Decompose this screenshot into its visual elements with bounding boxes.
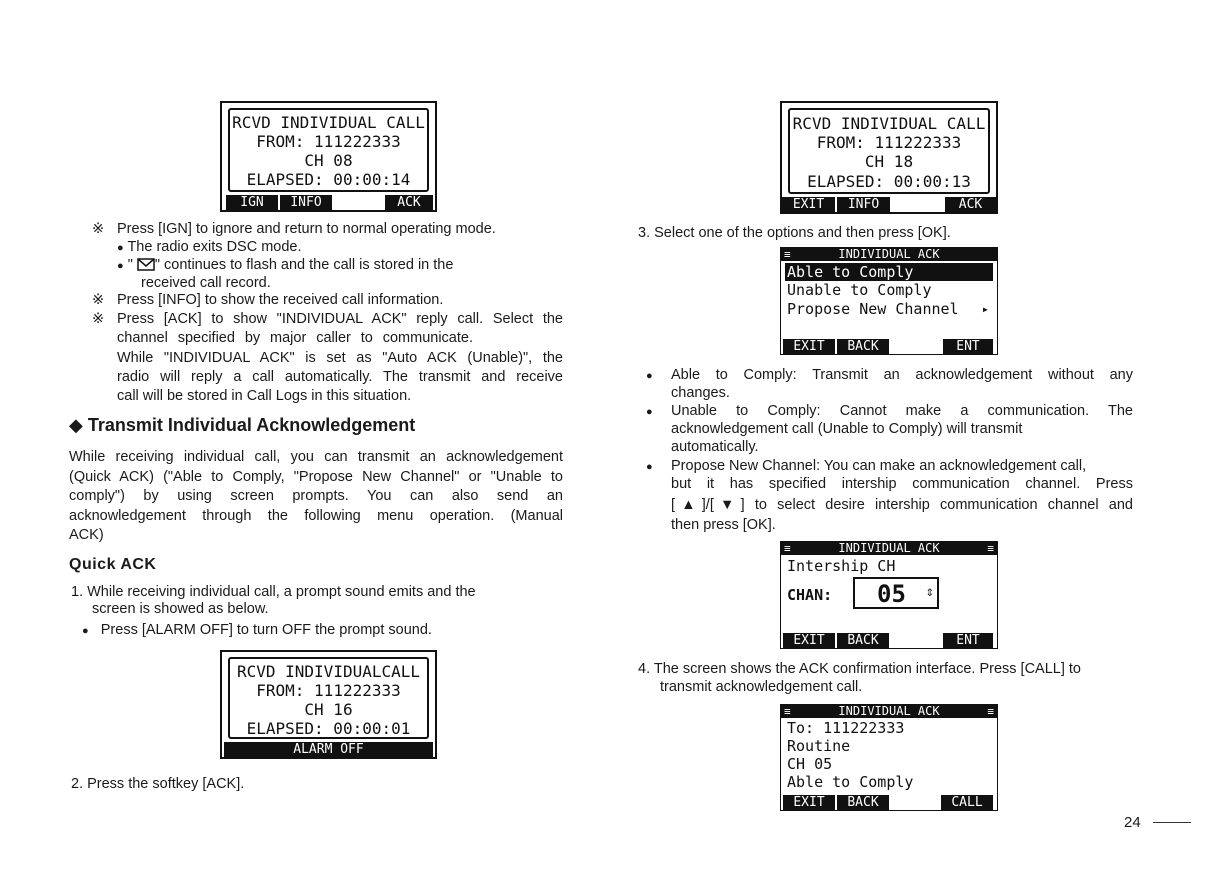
step-2: 2. Press the softkey [ACK]. (71, 776, 245, 792)
bullet-propose-cont: but it has specified intership communication channel. Press (671, 476, 1133, 492)
softkey-exit: EXIT (782, 197, 835, 212)
bullet-propose-cont: then press [OK]. (671, 517, 776, 533)
note-ign: Press [IGN] to ignore and return to normal operating mode. (117, 221, 496, 237)
softkey-ack: ACK (385, 195, 433, 210)
note-ack-line: While "INDIVIDUAL ACK" is set as "Auto ACK (Unable)", the (117, 350, 563, 366)
intership-label: Intership CH (787, 557, 896, 575)
lcd-line: RCVD INDIVIDUAL CALL (792, 114, 986, 133)
menu-icon: ≡ (784, 705, 791, 718)
confirm-line: CH 05 (787, 755, 833, 773)
softkey-ign: IGN (226, 195, 278, 210)
bullet-item: ● Press [ALARM OFF] to turn OFF the prompt sound. (82, 622, 432, 638)
bullet-item: ● " " continues to flash and the call is stored in the (117, 257, 454, 273)
lcd-line: ELAPSED: 00:00:14 (246, 170, 411, 189)
lcd-frame (228, 108, 429, 192)
lcd-line: CH 08 (304, 151, 353, 170)
chan-value: 05 (877, 580, 906, 608)
lcd-line: ELAPSED: 00:00:01 (246, 719, 411, 738)
softkey-back: BACK (837, 633, 889, 648)
chan-label: CHAN: (787, 586, 833, 604)
page-number: 24 (1124, 814, 1141, 831)
paragraph-line: ACK) (69, 527, 104, 543)
softkey-exit: EXIT (783, 339, 835, 354)
note-mark: ※ (92, 221, 105, 237)
bullet-able-cont: changes. (671, 385, 730, 401)
paragraph-line: (Quick ACK) ("Able to Comply, "Propose New Channel" or "Unable to (69, 469, 563, 485)
lcd-line: CH 18 (864, 152, 914, 171)
menu-header: ≡ INDIVIDUAL ACK ≡ (781, 542, 997, 555)
lcd-line: CH 16 (304, 700, 353, 719)
bullet-propose-cont: [▲]/[▼] to select desire intership communication channel and (671, 497, 1133, 513)
section-heading: ◆ Transmit Individual Acknowledgement (69, 415, 416, 435)
chan-stepper (853, 577, 939, 609)
bullet-unable-cont: acknowledgement call (Unable to Comply) will transmit (671, 421, 1023, 437)
lcd-menu-individual-ack (780, 247, 998, 355)
note-mark: ※ (92, 311, 105, 327)
lcd-menu-ack-confirm (780, 704, 998, 811)
bullet-propose: Propose New Channel: You can make an acknowledgement call, (671, 458, 1087, 474)
softkey-call: CALL (941, 795, 993, 810)
lcd-screen-rcvd-call-ch16 (220, 650, 437, 759)
lcd-line: ELAPSED: 00:00:13 (807, 172, 971, 191)
lcd-line: RCVD INDIVIDUALCALL (236, 662, 421, 681)
softkey-info: INFO (837, 197, 890, 212)
softkey-info: INFO (280, 195, 332, 210)
lcd-frame (228, 657, 429, 739)
confirm-line: Routine (787, 737, 851, 755)
note-ack-line: Press [ACK] to show "INDIVIDUAL ACK" reply call. Select the (117, 311, 563, 327)
bullet-able: Able to Comply: Transmit an acknowledgement without any (671, 367, 1133, 383)
subheading-quick-ack: Quick ACK (69, 556, 157, 573)
paragraph-line: acknowledgement through the following menu operation. (Manual (69, 508, 563, 524)
menu-item-unable-to-comply: Unable to Comply (787, 281, 932, 299)
menu-header: ≡ INDIVIDUAL ACK ≡ (781, 705, 997, 718)
page-rule (1153, 822, 1191, 823)
bullet-item: ● The radio exits DSC mode. (117, 239, 302, 255)
note-ack-line: call will be stored in Call Logs in this situation. (117, 388, 412, 404)
bullet-unable: Unable to Comply: Cannot make a communication. The (671, 403, 1133, 419)
bullet-unable-cont: automatically. (671, 439, 759, 455)
menu-icon: ≡ (987, 705, 994, 718)
menu-icon: ≡ (784, 248, 791, 261)
softkey-ent: ENT (943, 633, 993, 648)
menu-item-propose-new-channel: Propose New Channel ▸ (787, 300, 989, 318)
note-mark: ※ (92, 292, 105, 308)
lcd-line: RCVD INDIVIDUAL CALL (232, 113, 425, 132)
note-info: Press [INFO] to show the received call information. (117, 292, 444, 308)
lcd-screen-rcvd-call-ch18 (780, 101, 998, 214)
softkey-exit: EXIT (783, 633, 835, 648)
lcd-line: FROM: 111222333 (256, 132, 401, 151)
lcd-line: FROM: 111222333 (816, 133, 962, 152)
step-1: 1. While receiving individual call, a prompt sound emits and the (71, 584, 476, 600)
softkey-ack: ACK (945, 197, 996, 212)
arrow-right-icon: ▸ (981, 302, 989, 316)
softkey-alarm-off: ALARM OFF (224, 742, 433, 757)
menu-header: ≡ INDIVIDUAL ACK (781, 248, 997, 261)
bullet-continuation: received call record. (141, 275, 271, 291)
lcd-line: FROM: 111222333 (256, 681, 401, 700)
lcd-frame (788, 108, 990, 194)
softkey-back: BACK (837, 795, 889, 810)
mail-icon (137, 258, 155, 271)
paragraph-line: While receiving individual call, you can transmit an acknowledgement (69, 449, 563, 465)
bullet-dot: ● (646, 406, 653, 418)
menu-item-able-to-comply: Able to Comply (785, 263, 993, 281)
diamond-icon: ◆ (69, 415, 83, 435)
bullet-dot: ● (646, 370, 653, 382)
lcd-menu-intership-ch (780, 541, 998, 649)
step-4-cont: transmit acknowledgement call. (660, 679, 863, 695)
note-ack-line: radio will reply a call automatically. The transmit and receive (117, 369, 563, 385)
step-4: 4. The screen shows the ACK confirmation interface. Press [CALL] to (638, 661, 1082, 677)
softkey-exit: EXIT (783, 795, 835, 810)
bullet-dot: ● (646, 461, 653, 473)
confirm-line: To: 111222333 (787, 719, 905, 737)
step-1-cont: screen is showed as below. (92, 601, 269, 617)
softkey-back: BACK (837, 339, 889, 354)
confirm-line: Able to Comply (787, 773, 914, 791)
paragraph-line: comply") by using screen prompts. You can also send an (69, 488, 563, 504)
softkey-ent: ENT (943, 339, 993, 354)
note-ack-line: channel specified by major caller to communicate. (117, 330, 473, 346)
step-3: 3. Select one of the options and then press [OK]. (638, 225, 951, 241)
stepper-icon: ⇕ (925, 584, 934, 600)
lcd-screen-rcvd-call-ch08 (220, 101, 437, 212)
menu-icon: ≡ (784, 542, 791, 555)
menu-icon: ≡ (987, 542, 994, 555)
